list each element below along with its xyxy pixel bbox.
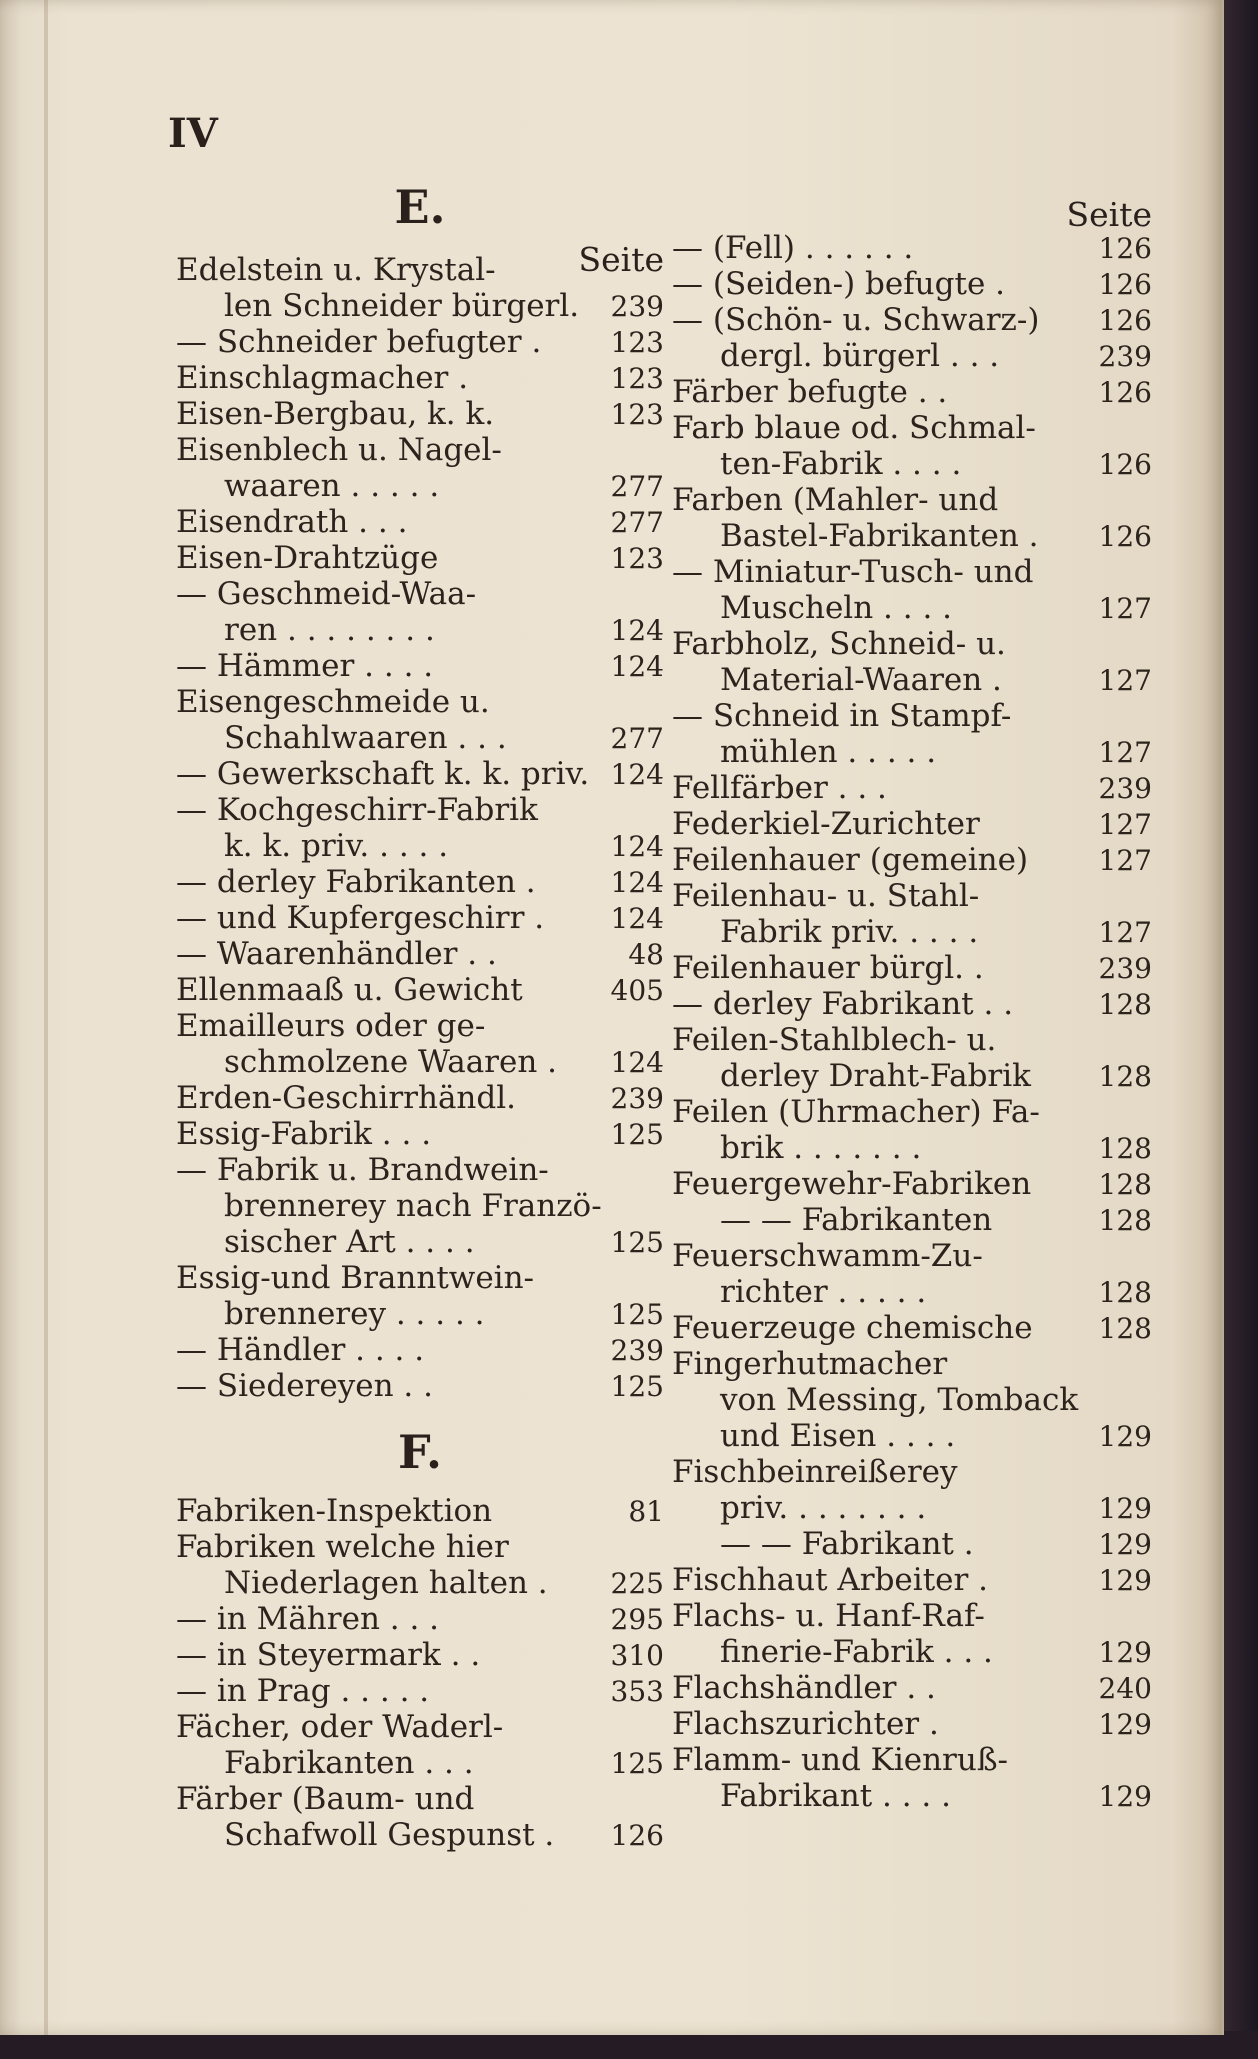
entry-text: — Siedereyen . . — [176, 1368, 433, 1404]
entry-page-number: 123 — [610, 542, 664, 575]
entry-text: Farbholz, Schneid- u. — [672, 626, 1006, 662]
entry-text: Feuergewehr-Fabriken — [672, 1166, 1032, 1202]
entry-text: — Hämmer . . . . — [176, 648, 434, 684]
entry-text: waaren . . . . . — [224, 468, 440, 504]
right-entry — [672, 1094, 1152, 1130]
entry-page-number: 124 — [610, 614, 664, 647]
right-entry — [672, 1166, 1152, 1202]
left-f-entry — [176, 1709, 664, 1745]
right-entry — [672, 1526, 1152, 1562]
entry-page-number: 129 — [1098, 1636, 1152, 1669]
entry-page-number: 127 — [1098, 916, 1152, 949]
entry-text: k. k. priv. . . . . — [224, 828, 449, 864]
entry-text: — Händler . . . . — [176, 1332, 425, 1368]
right-entry — [672, 338, 1152, 374]
entry-text: — (Schön- u. Schwarz-) — [672, 302, 1040, 338]
right-entry — [672, 806, 1152, 842]
entry-page-number: 127 — [1098, 844, 1152, 877]
left-entry — [176, 972, 664, 1008]
right-entry — [672, 1454, 1152, 1490]
left-entry — [176, 648, 664, 684]
entry-page-number: 127 — [1098, 808, 1152, 841]
entry-text: — Waarenhändler . . — [176, 936, 497, 972]
entry-text: — (Fell) . . . . . . — [672, 230, 914, 266]
right-entry — [672, 410, 1152, 446]
entry-text: — (Seiden-) befugte . — [672, 266, 1006, 302]
section-letter-f: F. — [397, 1425, 443, 1479]
right-entry — [672, 446, 1152, 482]
entry-text: — Schneider befugter . — [176, 324, 542, 360]
entry-page-number: 125 — [610, 1747, 664, 1780]
entry-page-number: 125 — [610, 1298, 664, 1331]
entry-page-number: 126 — [1098, 448, 1152, 481]
entry-text: Fingerhutmacher — [672, 1346, 948, 1382]
left-entry — [176, 1152, 664, 1188]
entry-page-number: 124 — [610, 866, 664, 899]
entry-page-number: 123 — [610, 362, 664, 395]
left-entry — [176, 1260, 664, 1296]
entry-text: Flachszurichter . — [672, 1706, 939, 1742]
left-entry — [176, 1224, 664, 1260]
left-f-entry — [176, 1745, 664, 1781]
left-f-entry — [176, 1529, 664, 1565]
right-entry — [672, 1562, 1152, 1598]
right-entry — [672, 554, 1152, 590]
entry-page-number: 239 — [1098, 340, 1152, 373]
entry-text: Flachshändler . . — [672, 1670, 936, 1706]
left-f-entry — [176, 1601, 664, 1637]
entry-text: Essig-Fabrik . . . — [176, 1116, 432, 1152]
right-entry — [672, 662, 1152, 698]
left-entry — [176, 1332, 664, 1368]
right-entry — [672, 734, 1152, 770]
entry-page-number: 126 — [1098, 304, 1152, 337]
left-entry — [176, 936, 664, 972]
entry-page-number: 124 — [610, 758, 664, 791]
entry-text: derley Draht-Fabrik — [720, 1058, 1031, 1094]
right-entry — [672, 1274, 1152, 1310]
entry-text: Edelstein u. Krystal- — [176, 252, 496, 288]
entry-page-number: 126 — [610, 1819, 664, 1852]
entry-page-number: 239 — [610, 290, 664, 323]
left-entry — [176, 288, 664, 324]
entry-page-number: 127 — [1098, 736, 1152, 769]
entry-page-number: 129 — [1098, 1780, 1152, 1813]
entry-page-number: 128 — [1098, 1312, 1152, 1345]
right-entry — [672, 1310, 1152, 1346]
right-entry — [672, 914, 1152, 950]
entry-text: — Geschmeid-Waa- — [176, 576, 477, 612]
entry-page-number: 129 — [1098, 1528, 1152, 1561]
entry-text: brennerey . . . . . — [224, 1296, 485, 1332]
entry-text: — derley Fabrikant . . — [672, 986, 1014, 1022]
right-entry — [672, 1418, 1152, 1454]
entry-page-number: 277 — [610, 470, 664, 503]
entry-page-number: 126 — [1098, 232, 1152, 265]
entry-text: und Eisen . . . . — [720, 1418, 956, 1454]
left-entry — [176, 324, 664, 360]
entry-text: Fischbeinreißerey — [672, 1454, 958, 1490]
entry-page-number: 239 — [1098, 772, 1152, 805]
entry-page-number: 125 — [610, 1226, 664, 1259]
page-fold — [44, 0, 48, 2035]
entry-page-number: 129 — [1098, 1708, 1152, 1741]
entry-page-number: 239 — [610, 1082, 664, 1115]
right-entry — [672, 1346, 1152, 1382]
left-entry — [176, 828, 664, 864]
right-entry — [672, 1202, 1152, 1238]
left-entry — [176, 1044, 664, 1080]
left-entry — [176, 1368, 664, 1404]
entry-page-number: 405 — [610, 974, 664, 1007]
entry-text: — Schneid in Stampf- — [672, 698, 1012, 734]
entry-text: Feilenhauer (gemeine) — [672, 842, 1029, 878]
left-entry — [176, 576, 664, 612]
entry-text: Feilenhau- u. Stahl- — [672, 878, 980, 914]
left-entry — [176, 756, 664, 792]
entry-page-number: 128 — [1098, 1132, 1152, 1165]
left-entry — [176, 252, 664, 288]
entry-text: Material-Waaren . — [720, 662, 1002, 698]
entry-text: brik . . . . . . . — [720, 1130, 922, 1166]
entry-page-number: 127 — [1098, 592, 1152, 625]
left-entry — [176, 396, 664, 432]
entry-page-number: 225 — [610, 1567, 664, 1600]
entry-page-number: 277 — [610, 722, 664, 755]
entry-text: Färber befugte . . — [672, 374, 948, 410]
entry-text: — Miniatur-Tusch- und — [672, 554, 1034, 590]
entry-page-number: 128 — [1098, 1204, 1152, 1237]
entry-text: Fabriken welche hier — [176, 1529, 509, 1565]
entry-page-number: 129 — [1098, 1564, 1152, 1597]
left-entry — [176, 1296, 664, 1332]
entry-text: Fischhaut Arbeiter . — [672, 1562, 989, 1598]
left-entry — [176, 720, 664, 756]
right-entry — [672, 1706, 1152, 1742]
entry-page-number: 128 — [1098, 1276, 1152, 1309]
entry-text: — in Mähren . . . — [176, 1601, 440, 1637]
left-entry — [176, 900, 664, 936]
entry-page-number: 128 — [1098, 988, 1152, 1021]
left-f-entry — [176, 1493, 664, 1529]
right-entry — [672, 1130, 1152, 1166]
page-number: IV — [168, 110, 218, 157]
right-entry — [672, 626, 1152, 662]
entry-text: Schafwoll Gespunst . — [224, 1817, 555, 1853]
entry-text: Muscheln . . . . — [720, 590, 953, 626]
entry-text: — derley Fabrikanten . — [176, 864, 536, 900]
right-entry — [672, 518, 1152, 554]
right-entry — [672, 1490, 1152, 1526]
right-entry — [672, 230, 1152, 266]
entry-text: ten-Fabrik . . . . — [720, 446, 962, 482]
entry-text: Emailleurs oder ge- — [176, 1008, 486, 1044]
entry-text: Feilenhauer bürgl. . — [672, 950, 984, 986]
entry-text: finerie-Fabrik . . . — [720, 1634, 993, 1670]
left-entry — [176, 1188, 664, 1224]
entry-text: brennerey nach Franzö- — [224, 1188, 602, 1224]
entry-text: Eisenblech u. Nagel- — [176, 432, 502, 468]
right-entry — [672, 770, 1152, 806]
right-entry — [672, 842, 1152, 878]
entry-text: Farb blaue od. Schmal- — [672, 410, 1036, 446]
entry-text: Essig-und Branntwein- — [176, 1260, 535, 1296]
entry-text: Bastel-Fabrikanten . — [720, 518, 1039, 554]
entry-text: Eisendrath . . . — [176, 504, 408, 540]
right-entry — [672, 950, 1152, 986]
entry-page-number: 123 — [610, 398, 664, 431]
entry-text: — Fabrik u. Brandwein- — [176, 1152, 549, 1188]
entry-page-number: 125 — [610, 1370, 664, 1403]
entry-text: Fächer, oder Waderl- — [176, 1709, 504, 1745]
right-entry — [672, 1742, 1152, 1778]
entry-page-number: 126 — [1098, 268, 1152, 301]
entry-page-number: 127 — [1098, 664, 1152, 697]
entry-text: Flachs- u. Hanf-Raf- — [672, 1598, 985, 1634]
right-entry — [672, 374, 1152, 410]
right-entry — [672, 1058, 1152, 1094]
right-entry — [672, 698, 1152, 734]
entry-text: schmolzene Waaren . — [224, 1044, 558, 1080]
entry-text: Erden-Geschirrhändl. — [176, 1080, 517, 1116]
entry-text: Eisengeschmeide u. — [176, 684, 490, 720]
left-entry — [176, 1116, 664, 1152]
entry-page-number: 81 — [628, 1495, 664, 1528]
entry-text: priv. . . . . . . . — [720, 1490, 927, 1526]
left-f-entry — [176, 1673, 664, 1709]
seite-label-right: Seite — [1066, 195, 1152, 234]
right-entry — [672, 1238, 1152, 1274]
entry-text: Feuerschwamm-Zu- — [672, 1238, 983, 1274]
left-entry — [176, 360, 664, 396]
entry-text: Farben (Mahler- und — [672, 482, 999, 518]
left-entry — [176, 684, 664, 720]
entry-page-number: 126 — [1098, 376, 1152, 409]
right-entry — [672, 590, 1152, 626]
entry-page-number: 128 — [1098, 1168, 1152, 1201]
left-entry — [176, 1080, 664, 1116]
left-entry — [176, 504, 664, 540]
right-entry — [672, 1382, 1152, 1418]
entry-text: richter . . . . . — [720, 1274, 927, 1310]
left-f-entry — [176, 1637, 664, 1673]
left-entry — [176, 792, 664, 828]
entry-text: Einschlagmacher . — [176, 360, 469, 396]
left-entry — [176, 432, 664, 468]
entry-text: von Messing, Tomback — [720, 1382, 1079, 1418]
entry-text: Fellfärber . . . — [672, 770, 887, 806]
entry-text: — in Prag . . . . . — [176, 1673, 430, 1709]
right-entry — [672, 1670, 1152, 1706]
entry-page-number: 125 — [610, 1118, 664, 1151]
entry-page-number: 129 — [1098, 1492, 1152, 1525]
entry-text: Federkiel-Zurichter — [672, 806, 980, 842]
entry-page-number: 239 — [610, 1334, 664, 1367]
seite-label-left: Seite — [578, 240, 664, 279]
entry-page-number: 240 — [1098, 1672, 1152, 1705]
right-entry — [672, 878, 1152, 914]
right-entry — [672, 266, 1152, 302]
entry-page-number: 295 — [610, 1603, 664, 1636]
right-entry — [672, 1778, 1152, 1814]
entry-page-number: 277 — [610, 506, 664, 539]
entry-text: — und Kupfergeschirr . — [176, 900, 545, 936]
entry-text: dergl. bürgerl . . . — [720, 338, 1000, 374]
left-entry — [176, 1008, 664, 1044]
entry-text: mühlen . . . . . — [720, 734, 937, 770]
right-entry — [672, 986, 1152, 1022]
entry-page-number: 239 — [1098, 952, 1152, 985]
entry-text: — in Steyermark . . — [176, 1637, 481, 1673]
entry-text: — Kochgeschirr-Fabrik — [176, 792, 538, 828]
entry-page-number: 126 — [1098, 520, 1152, 553]
entry-text: sischer Art . . . . — [224, 1224, 475, 1260]
left-f-entry — [176, 1781, 664, 1817]
entry-page-number: 124 — [610, 650, 664, 683]
entry-page-number: 353 — [610, 1675, 664, 1708]
entry-text: Eisen-Drahtzüge — [176, 540, 439, 576]
entry-text: Niederlagen halten . — [224, 1565, 548, 1601]
left-entry — [176, 540, 664, 576]
entry-text: len Schneider bürgerl. — [224, 288, 580, 324]
right-entry — [672, 1598, 1152, 1634]
entry-page-number: 128 — [1098, 1060, 1152, 1093]
entry-text: Flamm- und Kienruß- — [672, 1742, 1009, 1778]
entry-page-number: 124 — [610, 902, 664, 935]
entry-page-number: 48 — [628, 938, 664, 971]
left-entry — [176, 468, 664, 504]
entry-page-number: 124 — [610, 830, 664, 863]
entry-page-number: 129 — [1098, 1420, 1152, 1453]
entry-text: Schahlwaaren . . . — [224, 720, 507, 756]
section-letter-e: E. — [394, 180, 446, 234]
entry-text: Fabrikant . . . . — [720, 1778, 951, 1814]
entry-text: ren . . . . . . . . — [224, 612, 435, 648]
entry-page-number: 123 — [610, 326, 664, 359]
right-entry — [672, 1634, 1152, 1670]
entry-text: Feuerzeuge chemische — [672, 1310, 1033, 1346]
entry-text: Feilen-Stahlblech- u. — [672, 1022, 997, 1058]
right-entry — [672, 302, 1152, 338]
entry-text: — Gewerkschaft k. k. priv. — [176, 756, 590, 792]
entry-text: Fabrikanten . . . — [224, 1745, 474, 1781]
background-bottom — [0, 2031, 1258, 2059]
entry-page-number: 310 — [610, 1639, 664, 1672]
entry-text: Eisen-Bergbau, k. k. — [176, 396, 495, 432]
right-entry — [672, 482, 1152, 518]
left-entry — [176, 864, 664, 900]
entry-text: Fabrik priv. . . . . — [720, 914, 979, 950]
entry-text: Ellenmaaß u. Gewicht — [176, 972, 523, 1008]
entry-page-number: 124 — [610, 1046, 664, 1079]
entry-text: Feilen (Uhrmacher) Fa- — [672, 1094, 1040, 1130]
left-f-entry — [176, 1565, 664, 1601]
entry-text: — — Fabrikant . — [720, 1526, 974, 1562]
entry-text: — — Fabrikanten — [720, 1202, 993, 1238]
entry-text: Färber (Baum- und — [176, 1781, 475, 1817]
left-f-entry — [176, 1817, 664, 1853]
entry-text: Fabriken-Inspektion — [176, 1493, 493, 1529]
left-entry — [176, 612, 664, 648]
right-entry — [672, 1022, 1152, 1058]
